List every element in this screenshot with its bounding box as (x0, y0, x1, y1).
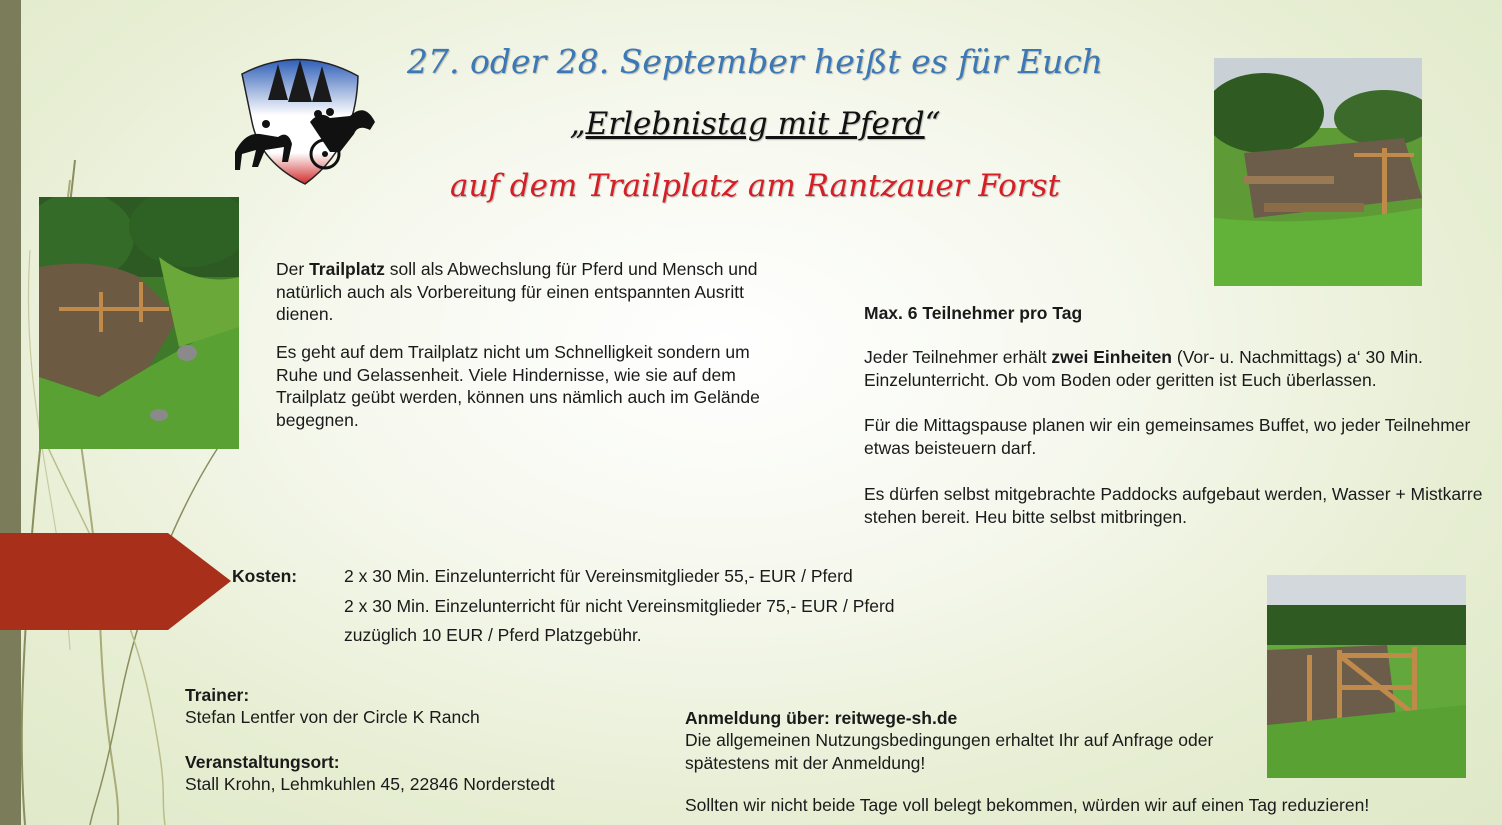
max-participants: Max. 6 Teilnehmer pro Tag (864, 303, 1083, 323)
trainer-heading: Trainer: (185, 685, 250, 705)
trail-photo-bottom-right (1267, 575, 1466, 778)
trail-photo-left (39, 197, 239, 449)
units-pre: Jeder Teilnehmer erhält (864, 347, 1052, 367)
registration-heading: Anmeldung über: reitwege-sh.de (685, 708, 958, 728)
quote-close: “ (924, 106, 941, 142)
lunch-paragraph: Für die Mittagspause planen wir ein gemeinsames Buffet, wo jeder Teilnehmer etwas beisteuern darf. (864, 415, 1471, 458)
venue-value: Stall Krohn, Lehmkuhlen 45, 22846 Norderstedt (185, 774, 555, 794)
headline-date: 27. oder 28. September heißt es für Euch (407, 42, 1103, 81)
costs-label: Kosten: (232, 566, 298, 586)
intro-p1-pre: Der (276, 259, 310, 279)
intro-p1-post: soll als Abwechslung für Pferd und Mensch und natürlich auch als Vorbereitung für einen entspannten Ausritt dienen. (276, 259, 758, 324)
intro-paragraph-2: Es geht auf dem Trailplatz nicht um Schnelligkeit sondern um Ruhe und Gelassenheit. Viele Hindernisse, wie sie auf dem Trailplatz geübt werden, können uns nämlich auch im Gelände begegnen. (276, 342, 760, 430)
quote-open: „ (569, 106, 586, 142)
registration-text: Die allgemeinen Nutzungsbedingungen erhaltet Ihr auf Anfrage oder spätestens mit der Anmeldung! (685, 730, 1214, 773)
club-logo-icon (230, 52, 380, 190)
headline-location: auf dem Trailplatz am Rantzauer Forst (449, 168, 1061, 204)
intro-p1-bold: Trailplatz (309, 259, 385, 279)
headline-event (375, 106, 1135, 142)
red-arrow-marker (0, 533, 231, 630)
trail-photo-top-right (1214, 58, 1422, 286)
venue-heading: Veranstaltungsort: (185, 752, 340, 772)
event-name: Erlebnistag mit Pferd (585, 106, 925, 142)
reduction-note: Sollten wir nicht beide Tage voll belegt bekommen, würden wir auf einen Tag reduzieren! (685, 795, 1370, 815)
intro-paragraph-1 (276, 258, 776, 326)
cost-line-fee: zuzüglich 10 EUR / Pferd Platzgebühr. (344, 625, 642, 645)
paddock-paragraph: Es dürfen selbst mitgebrachte Paddocks aufgebaut werden, Wasser + Mistkarre stehen bereit. Heu bitte selbst mitbringen. (864, 484, 1483, 527)
units-bold: zwei Einheiten (1051, 347, 1172, 367)
cost-line-nonmembers: 2 x 30 Min. Einzelunterricht für nicht Vereinsmitglieder 75,- EUR / Pferd (344, 596, 895, 616)
trainer-value: Stefan Lentfer von der Circle K Ranch (185, 707, 480, 727)
cost-line-members: 2 x 30 Min. Einzelunterricht für Vereinsmitglieder 55,- EUR / Pferd (344, 566, 853, 586)
units-paragraph (864, 346, 1484, 391)
units-post: (Vor- u. Nachmittags) a‘ 30 Min. Einzelunterricht. Ob vom Boden oder geritten ist Euch überlassen. (864, 347, 1423, 390)
